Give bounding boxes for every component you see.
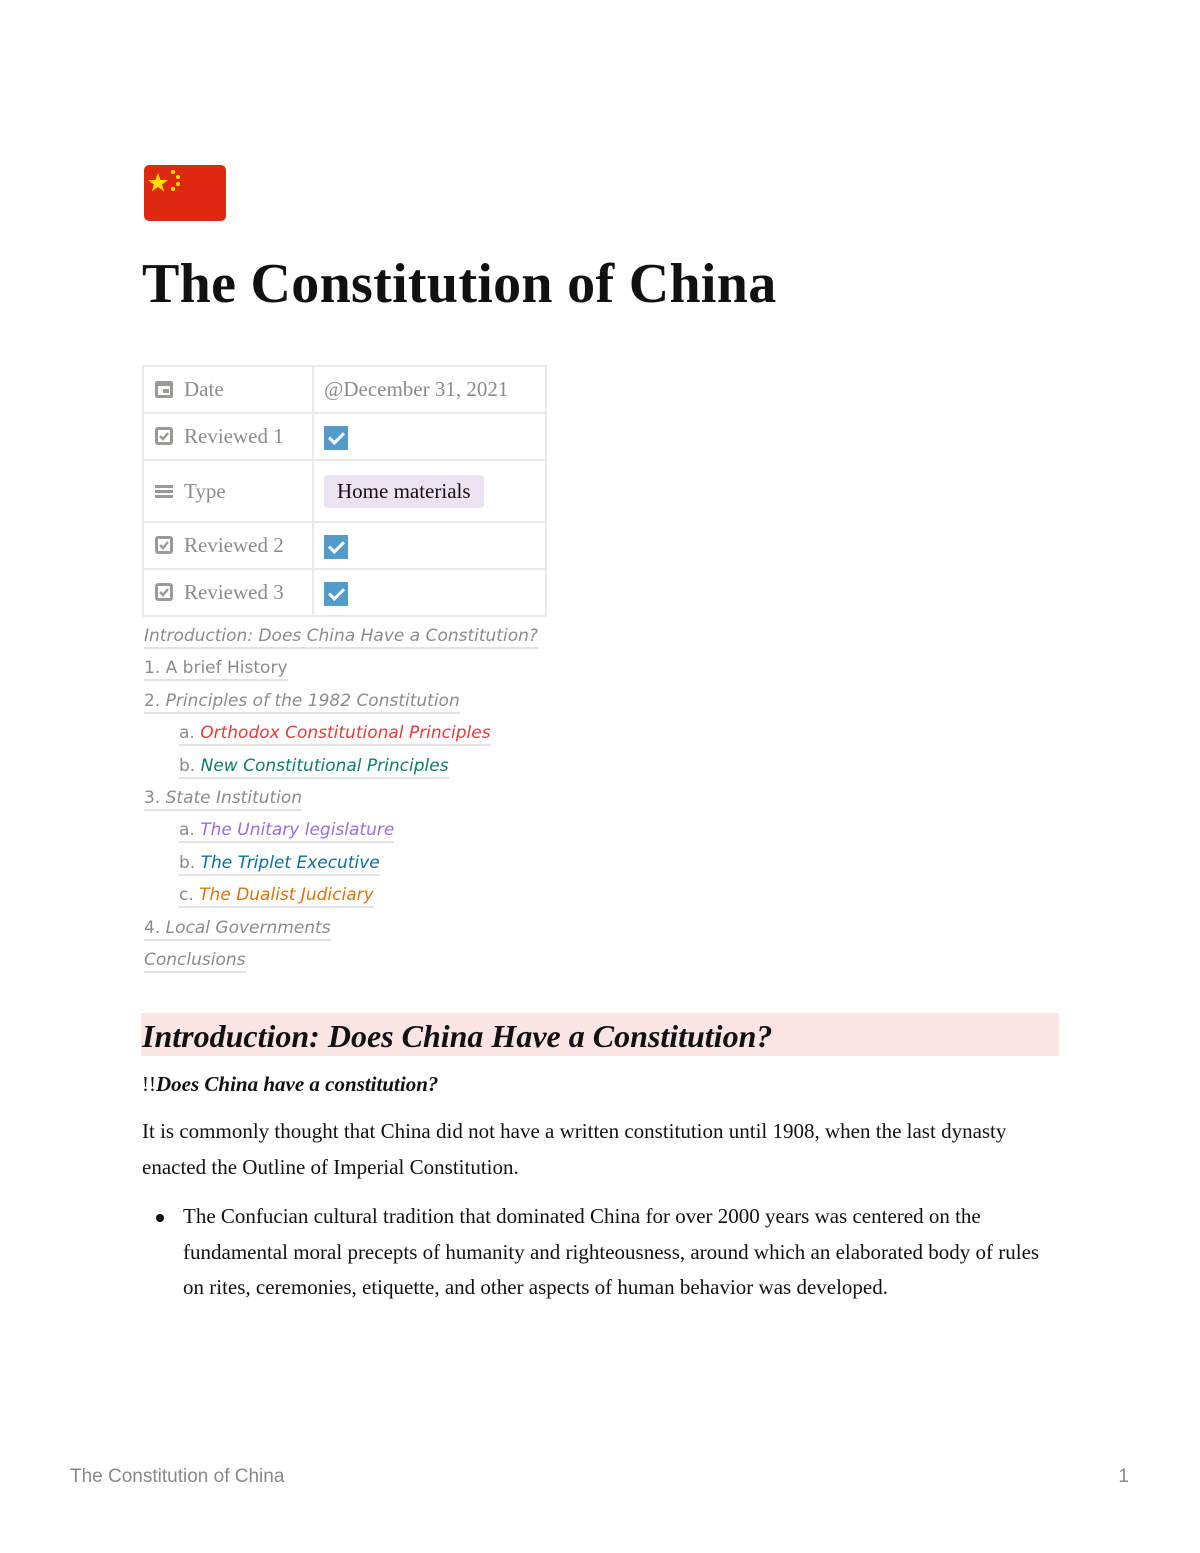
checkbox-icon <box>154 535 174 555</box>
toc-link-label <box>179 820 394 843</box>
toc-text: The Dualist Judiciary <box>193 885 374 906</box>
toc-link[interactable] <box>144 691 538 723</box>
property-row-reviewed-2 <box>143 522 546 569</box>
list-item <box>183 1199 1063 1306</box>
list-icon <box>154 481 174 501</box>
toc-text: A brief History <box>160 658 288 679</box>
toc-link[interactable] <box>179 853 538 885</box>
toc-link-label <box>144 626 538 649</box>
toc-text: Introduction: Does China Have a Constitution? <box>144 626 538 646</box>
toc-link-label <box>179 756 449 779</box>
toc-link-label <box>144 691 460 714</box>
toc-link-label <box>179 885 374 908</box>
question-prefix: !! <box>142 1072 156 1096</box>
toc-link[interactable] <box>144 658 538 690</box>
reviewed-1-checkbox[interactable] <box>324 426 348 450</box>
toc-number: 1. <box>144 658 161 679</box>
toc-link-label <box>144 658 288 681</box>
property-label: Type <box>184 478 226 503</box>
property-label: Reviewed 2 <box>184 533 284 557</box>
toc-text: New Constitutional Principles <box>195 755 449 776</box>
property-label: Reviewed 3 <box>184 580 284 604</box>
calendar-icon <box>154 379 174 399</box>
toc-link[interactable] <box>144 788 538 820</box>
toc-number: 4. <box>144 917 161 938</box>
bullet-icon <box>156 1214 164 1222</box>
toc-number: b. <box>179 852 196 873</box>
bullet-list <box>183 1199 1063 1306</box>
toc-link[interactable] <box>179 820 538 852</box>
toc-text: Conclusions <box>144 949 246 970</box>
property-row-reviewed-1 <box>143 413 546 460</box>
type-tag[interactable]: Home materials <box>324 475 484 508</box>
page-title: The Constitution of China <box>142 253 777 315</box>
footer-page-number: 1 <box>1118 1466 1129 1487</box>
checkbox-icon <box>154 426 174 446</box>
paragraph: It is commonly thought that China did not have a written constitution until 1908, when the last dynasty enacted the Outline of Imperial Constitution. <box>142 1119 1007 1179</box>
property-row-date <box>143 366 546 413</box>
reviewed-3-checkbox[interactable] <box>324 582 348 606</box>
toc-link[interactable] <box>179 723 538 755</box>
toc-link[interactable] <box>144 918 538 950</box>
toc-text: Local Governments <box>160 917 331 938</box>
toc-link-label <box>144 788 302 811</box>
toc-link-label <box>144 918 331 941</box>
toc-text: Principles of the 1982 Constitution <box>160 690 460 711</box>
toc-link[interactable] <box>144 626 538 658</box>
toc-number: b. <box>179 755 196 776</box>
date-value[interactable]: @December 31, 2021 <box>313 366 546 413</box>
section-heading-block <box>141 1013 1059 1056</box>
properties-table <box>142 365 547 617</box>
footer-title: The Constitution of China <box>70 1466 285 1487</box>
toc-link[interactable] <box>179 885 538 917</box>
toc-number: a. <box>179 820 195 841</box>
list-item-text: The Confucian cultural tradition that dominated China for over 2000 years was centered on the fundamental moral precepts of humanity and righteousness, around which an elaborated body of rules on rites, ceremonies, etiquette, and other aspects of human behavior was developed. <box>183 1204 1040 1299</box>
question-text: Does China have a constitution? <box>156 1072 439 1096</box>
toc-number: 2. <box>144 690 161 711</box>
toc-link-label <box>179 723 491 746</box>
toc-link-label <box>179 853 380 876</box>
toc-number: a. <box>179 723 195 744</box>
property-row-reviewed-3 <box>143 569 546 616</box>
toc-text: State Institution <box>160 787 303 808</box>
toc-link-label <box>144 950 246 973</box>
toc-number: c. <box>179 885 194 906</box>
property-label: Reviewed 1 <box>184 424 284 448</box>
toc-number: 3. <box>144 787 161 808</box>
toc-text: The Unitary legislature <box>194 820 395 841</box>
toc-text: Orthodox Constitutional Principles <box>194 723 491 744</box>
reviewed-2-checkbox[interactable] <box>324 535 348 559</box>
table-of-contents <box>144 626 538 982</box>
property-row-type <box>143 460 546 522</box>
toc-text: The Triplet Executive <box>195 852 380 873</box>
toc-link[interactable] <box>179 756 538 788</box>
china-flag-icon <box>144 163 226 223</box>
toc-link[interactable] <box>144 950 538 982</box>
checkbox-icon <box>154 582 174 602</box>
section-heading: Introduction: Does China Have a Constitution? <box>142 1018 773 1054</box>
property-label: Date <box>184 377 224 401</box>
question-line <box>142 1072 438 1097</box>
